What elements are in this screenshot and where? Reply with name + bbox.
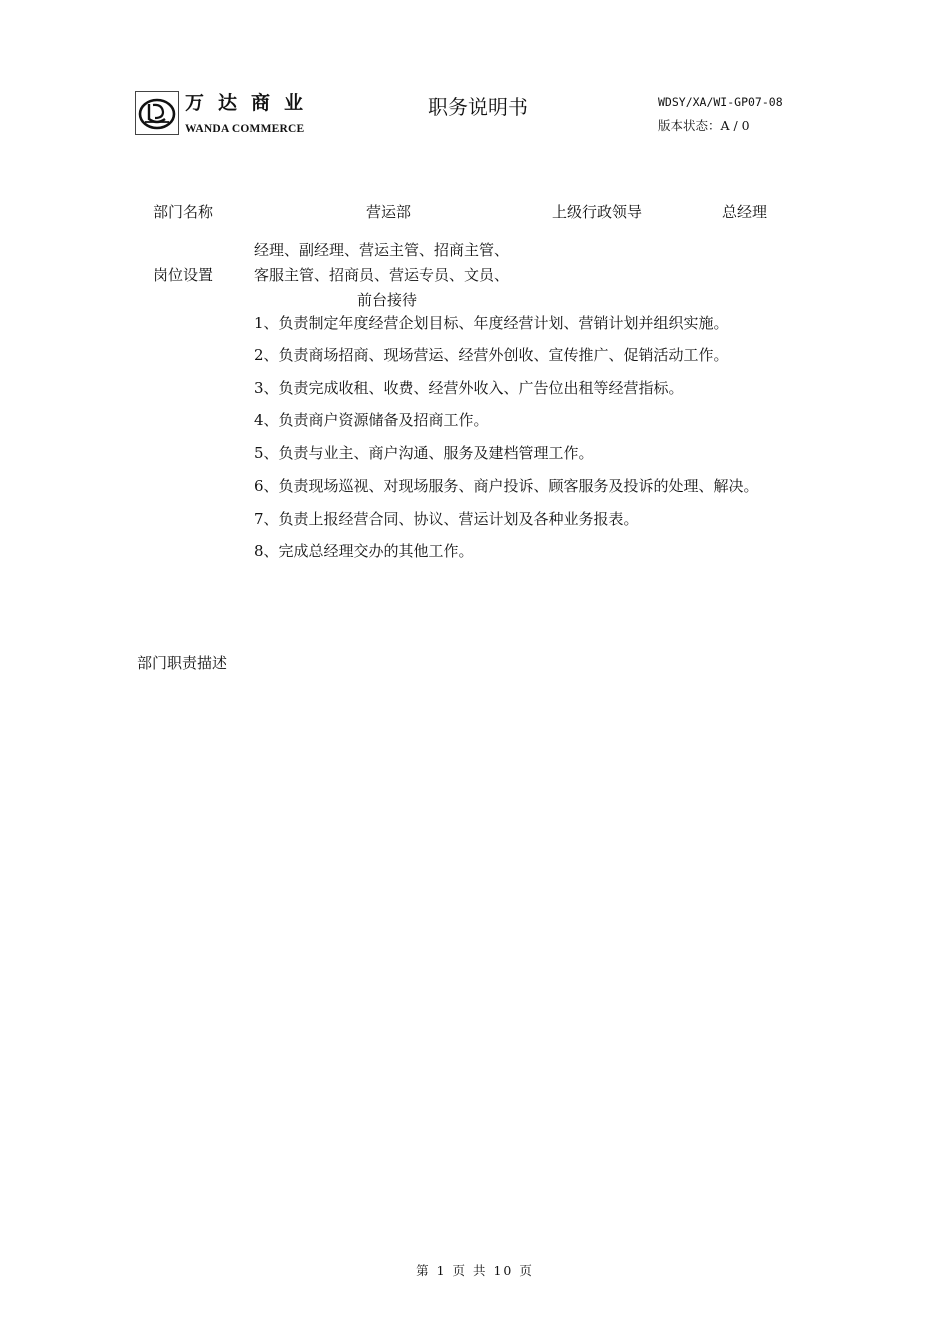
positions-line: 前台接待 (357, 291, 418, 309)
duty-item: 2、负责商场招商、现场营运、经营外创收、宣传推广、促销活动工作。 (254, 346, 729, 364)
dept-duty-description-label: 部门职责描述 (137, 654, 228, 672)
superior-value: 总经理 (722, 203, 768, 221)
dept-name-label: 部门名称 (153, 203, 214, 221)
duty-item: 5、负责与业主、商户沟通、服务及建档管理工作。 (254, 444, 594, 462)
duty-item: 1、负责制定年度经营企划目标、年度经营计划、营销计划并组织实施。 (254, 314, 729, 332)
page-number: 第 1 页 共 10 页 (416, 1263, 534, 1278)
document-title: 职务说明书 (428, 95, 528, 119)
company-logo (135, 91, 179, 135)
duty-item: 6、负责现场巡视、对现场服务、商户投诉、顾客服务及投诉的处理、解决。 (254, 477, 759, 495)
positions-line: 客服主管、招商员、营运专员、文员、 (254, 266, 510, 284)
positions-label: 岗位设置 (153, 266, 214, 284)
document-code: WDSY/XA/WI-GP07-08 (658, 95, 783, 109)
wanda-logo-icon (136, 92, 178, 134)
duty-item: 3、负责完成收租、收费、经营外收入、广告位出租等经营指标。 (254, 379, 684, 397)
version-status: 版本状态：A / 0 (658, 118, 750, 133)
duty-item: 7、负责上报经营合同、协议、营运计划及各种业务报表。 (254, 510, 639, 528)
positions-line: 经理、副经理、营运主管、招商主管、 (254, 241, 510, 259)
superior-label: 上级行政领导 (552, 203, 643, 221)
logo-chinese-name: 万达商业 (185, 92, 318, 114)
dept-name-value: 营运部 (366, 203, 412, 221)
logo-english-name: WANDA COMMERCE (185, 123, 305, 135)
duty-item: 8、完成总经理交办的其他工作。 (254, 542, 474, 560)
duty-item: 4、负责商户资源储备及招商工作。 (254, 411, 489, 429)
